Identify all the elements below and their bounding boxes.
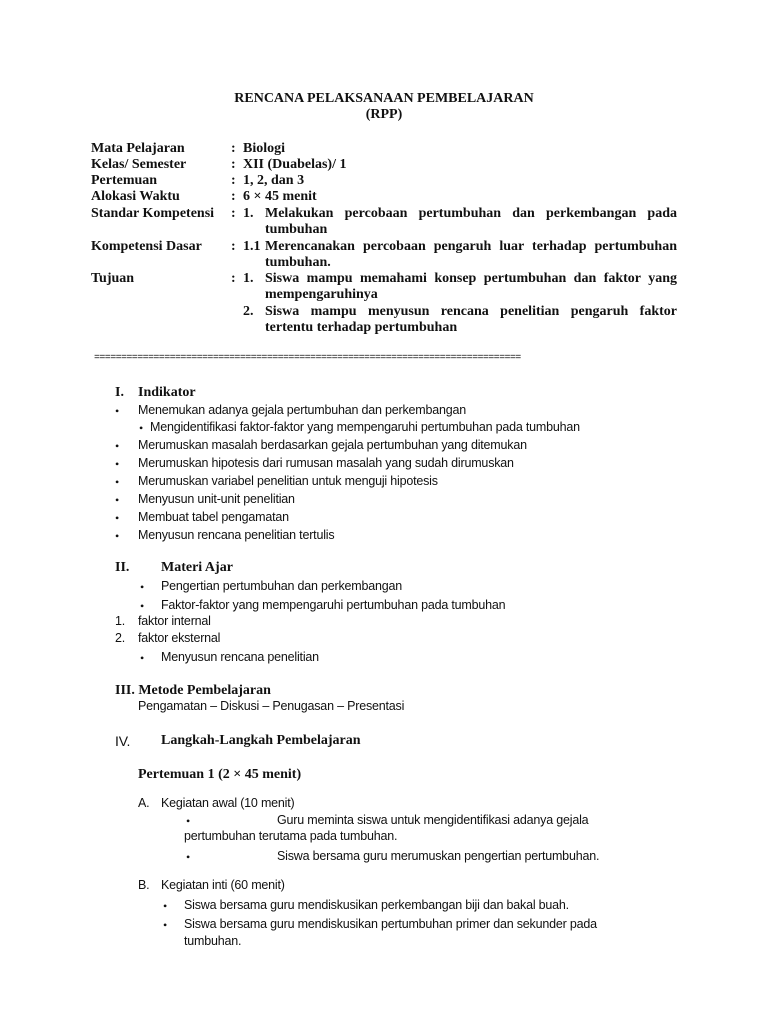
colon: : (231, 141, 236, 156)
bullet-icon: • (186, 814, 191, 828)
kompetensi-dasar-text: Merencanakan percobaan pengaruh luar terhadap pertumbuhan (265, 239, 677, 254)
section-heading-metode: III. Metode Pembelajaran (115, 683, 271, 698)
list-item: Merumuskan masalah berdasarkan gejala pertumbuhan yang ditemukan (138, 438, 527, 452)
list-item-sub: Mengidentifikasi faktor-faktor yang mempengaruhi pertumbuhan pada tumbuhan (150, 420, 580, 434)
list-item: Menyusun unit-unit penelitian (138, 492, 295, 506)
tujuan-2-text: Siswa mampu menyusun rencana penelitian pengaruh faktor (265, 304, 677, 319)
bullet-icon: • (163, 899, 168, 913)
colon: : (231, 239, 236, 254)
tujuan-number-2: 2. (243, 304, 254, 319)
page-title: RENCANA PELAKSANAAN PEMBELAJARAN (234, 91, 534, 106)
list-item: faktor eksternal (138, 631, 221, 645)
list-item-cont: pertumbuhan terutama pada tumbuhan. (184, 829, 398, 843)
bullet-icon: • (115, 475, 120, 489)
list-item: Siswa bersama guru mendiskusikan perkembangan biji dan bakal buah. (184, 898, 569, 912)
list-item: Guru meminta siswa untuk mengidentifikasi adanya gejala (277, 813, 589, 827)
alokasi-label: Alokasi Waktu (91, 189, 180, 204)
bullet-icon: • (115, 493, 120, 507)
separator-line: =============================================================================== (94, 353, 521, 364)
tujuan-1-text-cont: mempengaruhinya (265, 287, 378, 302)
tujuan-2-text-cont: tertentu terhadap pertumbuhan (265, 320, 458, 335)
activity-letter-a: A. (138, 796, 150, 810)
list-item: Merumuskan variabel penelitian untuk menguji hipotesis (138, 474, 438, 488)
tujuan-1-text: Siswa mampu memahami konsep pertumbuhan dan faktor yang (265, 271, 677, 286)
list-item: Menemukan adanya gejala pertumbuhan dan perkembangan (138, 403, 467, 417)
list-item: Pengertian pertumbuhan dan perkembangan (161, 579, 402, 593)
section-numeral-ii: II. (115, 560, 130, 575)
bullet-icon: • (115, 529, 120, 543)
section-numeral-iv: IV. (115, 733, 131, 749)
list-item: Siswa bersama guru mendiskusikan pertumbuhan primer dan sekunder pada (184, 917, 597, 931)
activity-letter-b: B. (138, 878, 150, 892)
colon: : (231, 189, 236, 204)
list-item: Menyusun rencana penelitian tertulis (138, 528, 335, 542)
kompetensi-dasar-label: Kompetensi Dasar (91, 239, 202, 254)
bullet-icon: • (163, 918, 168, 932)
metode-text: Pengamatan – Diskusi – Penugasan – Presentasi (138, 699, 405, 713)
list-number: 1. (115, 614, 126, 628)
bullet-icon: • (115, 457, 120, 471)
section-heading-langkah: Langkah-Langkah Pembelajaran (161, 733, 361, 748)
pertemuan-value: 1, 2, dan 3 (243, 173, 305, 188)
list-number: 2. (115, 631, 126, 645)
colon: : (231, 206, 236, 221)
page-subtitle: (RPP) (365, 107, 403, 122)
standar-kompetensi-label: Standar Kompetensi (91, 206, 215, 221)
kelas-value: XII (Duabelas)/ 1 (243, 157, 347, 172)
activity-title-awal: Kegiatan awal (10 menit) (161, 796, 295, 810)
standar-kompetensi-text-cont: tumbuhan (265, 222, 328, 237)
list-item: Siswa bersama guru merumuskan pengertian pertumbuhan. (277, 849, 600, 863)
pertemuan-heading: Pertemuan 1 (2 × 45 menit) (138, 767, 302, 782)
list-item: Membuat tabel pengamatan (138, 510, 289, 524)
kompetensi-dasar-number: 1.1 (243, 239, 261, 254)
standar-kompetensi-number: 1. (243, 206, 254, 221)
list-item: Faktor-faktor yang mempengaruhi pertumbuhan pada tumbuhan (161, 598, 506, 612)
colon: : (231, 157, 236, 172)
list-item: faktor internal (138, 614, 211, 628)
bullet-icon: • (115, 404, 120, 418)
bullet-icon: • (115, 439, 120, 453)
section-heading-indikator: Indikator (138, 385, 196, 400)
bullet-icon: • (115, 511, 120, 525)
section-numeral-i: I. (115, 385, 124, 400)
mata-pelajaran-label: Mata Pelajaran (91, 141, 185, 156)
section-heading-materi: Materi Ajar (161, 560, 233, 575)
mata-pelajaran-value: Biologi (243, 141, 286, 156)
kompetensi-dasar-text-cont: tumbuhan. (265, 255, 331, 270)
bullet-icon: • (139, 421, 144, 435)
alokasi-value: 6 × 45 menit (243, 189, 317, 204)
bullet-icon: • (140, 651, 145, 665)
tujuan-number-1: 1. (243, 271, 254, 286)
colon: : (231, 173, 236, 188)
tujuan-label: Tujuan (91, 271, 135, 286)
pertemuan-label: Pertemuan (91, 173, 158, 188)
bullet-icon: • (186, 850, 191, 864)
list-item: Merumuskan hipotesis dari rumusan masalah yang sudah dirumuskan (138, 456, 514, 470)
standar-kompetensi-text: Melakukan percobaan pertumbuhan dan perkembangan pada (265, 206, 677, 221)
bullet-icon: • (140, 580, 145, 594)
list-item-cont: tumbuhan. (184, 934, 242, 948)
activity-title-inti: Kegiatan inti (60 menit) (161, 878, 285, 892)
list-item: Menyusun rencana penelitian (161, 650, 319, 664)
colon: : (231, 271, 236, 286)
bullet-icon: • (140, 599, 145, 613)
kelas-label: Kelas/ Semester (91, 157, 187, 172)
